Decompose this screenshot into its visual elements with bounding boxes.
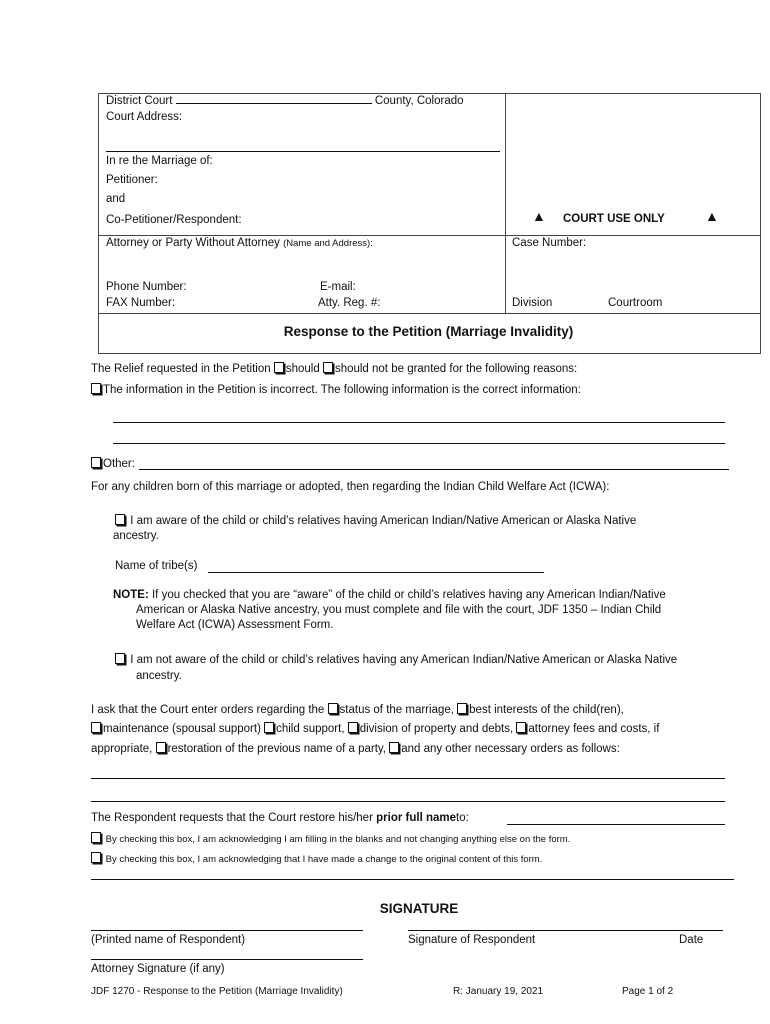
maintenance-checkbox[interactable] bbox=[91, 722, 101, 733]
attorney-fees-checkbox[interactable] bbox=[516, 722, 526, 733]
orders-field-1[interactable] bbox=[91, 778, 725, 779]
courtroom-label: Courtroom bbox=[608, 297, 663, 309]
ack-change-label: By checking this box, I am acknowledging that I have made a change to the original content of this form. bbox=[105, 854, 543, 865]
ack-change-checkbox[interactable] bbox=[91, 852, 101, 863]
aware-line-1 bbox=[115, 514, 636, 527]
note-text-1: If you checked that you are “aware” of the child or child’s relatives having any American Indian/Native bbox=[151, 589, 666, 601]
printed-name-field[interactable] bbox=[91, 930, 363, 931]
should-not-checkbox[interactable] bbox=[323, 362, 333, 373]
tribe-field[interactable] bbox=[208, 572, 544, 573]
best-interests-checkbox[interactable] bbox=[457, 703, 467, 714]
in-re-label: In re the Marriage of: bbox=[106, 155, 213, 167]
ack-no-change-label: By checking this box, I am acknowledging I am filling in the blanks and not changing anything else on the form. bbox=[105, 834, 571, 845]
orders-field-2[interactable] bbox=[91, 801, 725, 802]
arrow-up-icon-left: ▲ bbox=[532, 208, 546, 224]
aware-checkbox[interactable] bbox=[115, 514, 125, 525]
attorney-signature-label: Attorney Signature (if any) bbox=[91, 963, 225, 975]
division-property-checkbox[interactable] bbox=[348, 722, 358, 733]
status-marriage-checkbox[interactable] bbox=[328, 703, 338, 714]
child-support-label: child support, bbox=[276, 723, 345, 735]
signature-field[interactable] bbox=[408, 930, 723, 931]
caption-divider-2 bbox=[98, 313, 760, 314]
footer-page: Page 1 of 2 bbox=[622, 986, 674, 997]
attorney-signature-field[interactable] bbox=[91, 959, 363, 960]
not-aware-line-2: ancestry. bbox=[136, 670, 182, 682]
case-number-label: Case Number: bbox=[512, 237, 587, 249]
district-court-line bbox=[106, 95, 464, 107]
district-court-label: District Court bbox=[106, 95, 173, 107]
status-marriage-label: status of the marriage, bbox=[339, 704, 454, 716]
ack-no-change-checkbox[interactable] bbox=[91, 832, 101, 843]
ack-line-1 bbox=[91, 832, 570, 845]
email-label: E-mail: bbox=[320, 281, 356, 293]
best-interests-label: best interests of the child(ren), bbox=[469, 704, 624, 716]
should-label: should bbox=[285, 363, 320, 375]
court-address-label: Court Address: bbox=[106, 111, 183, 123]
note-line-3: Welfare Act (ICWA) Assessment Form. bbox=[136, 619, 334, 631]
relief-line bbox=[91, 362, 577, 375]
section-divider bbox=[91, 879, 734, 880]
attorney-fees-label: attorney fees and costs, if bbox=[528, 723, 660, 735]
atty-reg-label: Atty. Reg. #: bbox=[318, 297, 381, 309]
correct-info-field-2[interactable] bbox=[113, 443, 725, 444]
county-field[interactable] bbox=[176, 103, 372, 104]
restore-name-label: The Respondent requests that the Court restore his/her bbox=[91, 812, 373, 824]
co-petitioner-label: Co-Petitioner/Respondent: bbox=[106, 214, 242, 226]
should-checkbox[interactable] bbox=[274, 362, 284, 373]
should-not-label: should not be granted for the following reasons: bbox=[334, 363, 578, 375]
maintenance-label: maintenance (spousal support) bbox=[103, 723, 261, 735]
orders-line-1 bbox=[91, 703, 624, 716]
signature-heading: SIGNATURE bbox=[379, 901, 459, 916]
aware-label: I am aware of the child or child’s relatives having American Indian/Native American or Alaska Native bbox=[130, 515, 637, 527]
caption-divider-1 bbox=[98, 235, 760, 236]
incorrect-line bbox=[91, 383, 581, 396]
restore-name-line bbox=[91, 812, 469, 824]
restore-name-to: to: bbox=[456, 812, 469, 824]
county-suffix: County, Colorado bbox=[374, 95, 464, 107]
not-aware-line-1 bbox=[115, 653, 677, 666]
prior-name-field[interactable] bbox=[507, 824, 725, 825]
division-label: Division bbox=[512, 297, 553, 309]
note-line-2: American or Alaska Native ancestry, you must complete and file with the court, JDF 1350 – Indian Child bbox=[136, 604, 662, 616]
icwa-intro: For any children born of this marriage or adopted, then regarding the Indian Child Welfare Act (ICWA): bbox=[91, 481, 610, 493]
note-line-1 bbox=[113, 589, 666, 601]
not-aware-label: I am not aware of the child or child’s relatives having any American Indian/Native American or Alaska Native bbox=[130, 654, 678, 666]
and-label: and bbox=[106, 193, 126, 205]
restoration-checkbox[interactable] bbox=[156, 742, 166, 753]
appropriate-label: appropriate, bbox=[91, 743, 153, 755]
form-title: Response to the Petition (Marriage Invalidity) bbox=[283, 324, 574, 339]
orders-line-3 bbox=[91, 742, 620, 755]
incorrect-label: The information in the Petition is incorrect. The following information is the correct information: bbox=[103, 384, 581, 396]
relief-label: The Relief requested in the Petition bbox=[91, 363, 271, 375]
restore-name-bold: prior full name bbox=[376, 812, 456, 824]
division-property-label: division of property and debts, bbox=[359, 723, 514, 735]
footer-revision: R: January 19, 2021 bbox=[453, 986, 544, 997]
footer-form-id: JDF 1270 - Response to the Petition (Marriage Invalidity) bbox=[91, 986, 343, 997]
other-checkbox[interactable] bbox=[91, 457, 101, 468]
other-line bbox=[91, 457, 135, 470]
signature-respondent-label: Signature of Respondent bbox=[408, 934, 536, 946]
phone-label: Phone Number: bbox=[106, 281, 187, 293]
not-aware-checkbox[interactable] bbox=[115, 653, 125, 664]
correct-info-field-1[interactable] bbox=[113, 422, 725, 423]
printed-name-label: (Printed name of Respondent) bbox=[91, 934, 246, 946]
ack-line-2 bbox=[91, 852, 542, 865]
orders-intro: I ask that the Court enter orders regarding the bbox=[91, 704, 325, 716]
petitioner-label: Petitioner: bbox=[106, 174, 158, 186]
note-label: NOTE: bbox=[113, 589, 149, 601]
attorney-note: (Name and Address): bbox=[283, 238, 373, 249]
fax-label: FAX Number: bbox=[106, 297, 176, 309]
other-orders-checkbox[interactable] bbox=[389, 742, 399, 753]
other-orders-label: and any other necessary orders as follows: bbox=[401, 743, 620, 755]
date-label: Date bbox=[679, 934, 704, 946]
aware-line-2: ancestry. bbox=[113, 530, 159, 542]
attorney-line bbox=[106, 237, 373, 249]
arrow-up-icon-right: ▲ bbox=[705, 208, 719, 224]
court-use-only-label: COURT USE ONLY bbox=[563, 213, 665, 225]
incorrect-checkbox[interactable] bbox=[91, 383, 101, 394]
tribe-label: Name of tribe(s) bbox=[115, 560, 198, 572]
court-address-field[interactable] bbox=[106, 151, 500, 152]
other-label: Other: bbox=[103, 458, 135, 470]
other-field[interactable] bbox=[139, 469, 729, 470]
orders-line-2 bbox=[91, 722, 659, 735]
child-support-checkbox[interactable] bbox=[264, 722, 274, 733]
attorney-label: Attorney or Party Without Attorney bbox=[106, 237, 280, 249]
caption-divider-vertical bbox=[505, 93, 506, 313]
tribe-line bbox=[115, 560, 197, 572]
restoration-label: restoration of the previous name of a party, bbox=[167, 743, 386, 755]
